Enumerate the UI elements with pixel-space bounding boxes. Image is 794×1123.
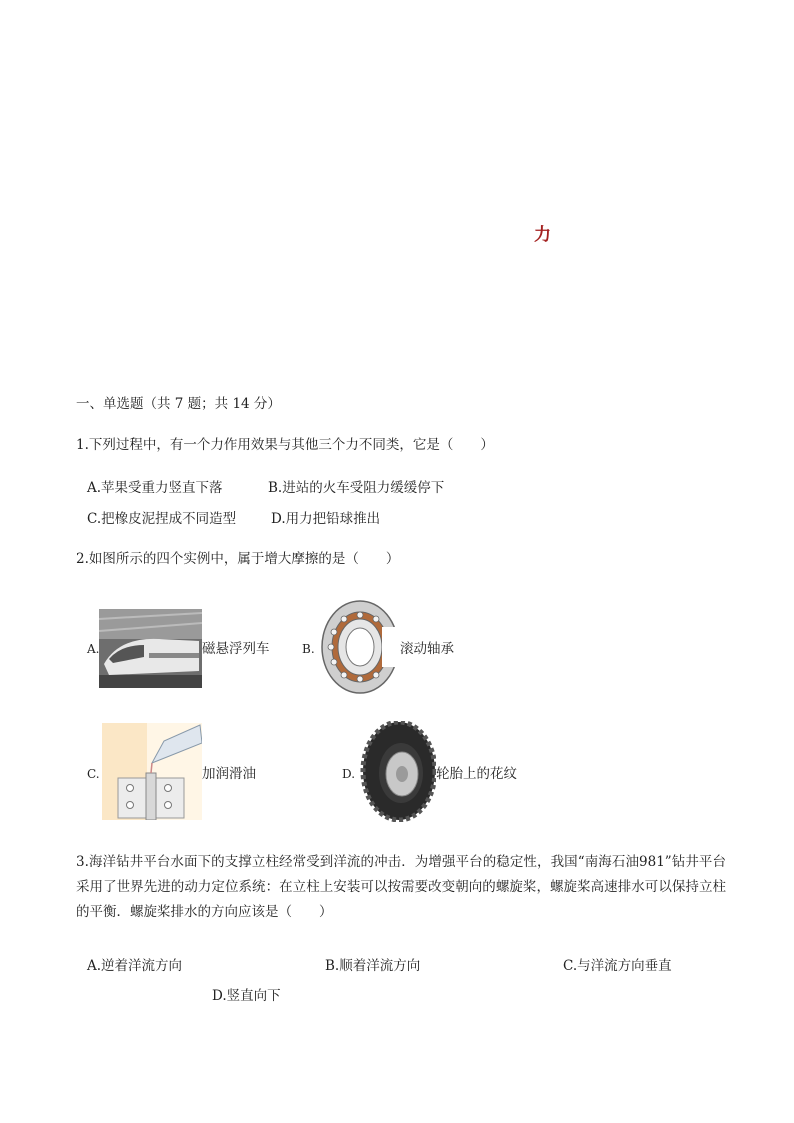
q3-option-b: B.顺着洋流方向	[325, 958, 421, 974]
q2-option-b-letter: B.	[302, 642, 315, 656]
q1-option-b: B.进站的火车受阻力缓缓停下	[268, 480, 445, 496]
q3-stem: 3.海洋钻井平台水面下的支撑立柱经常受到洋流的冲击．为增强平台的稳定性，我国“南海石油981”钻井平台采用了世界先进的动力定位系统：在立柱上安装可以按需要改变朝向的螺旋桨，螺旋桨高速排水可以保持立柱的平衡．螺旋桨排水的方向应该是（ ）	[76, 854, 726, 920]
bearing-image	[318, 597, 400, 697]
section-heading: 一、单选题（共 7 题；共 14 分）	[76, 396, 281, 412]
hinge-oiling-image	[102, 723, 202, 820]
q1-option-c: C.把橡皮泥捏成不同造型	[87, 511, 237, 527]
q2-option-c-text: 加润滑油	[202, 766, 256, 782]
q1-stem: 1.下列过程中，有一个力作用效果与其他三个力不同类，它是（ ）	[76, 437, 494, 453]
q3-option-c: C.与洋流方向垂直	[563, 958, 672, 974]
q3-option-d: D.竖直向下	[212, 988, 281, 1004]
q1-option-a: A.苹果受重力竖直下落	[87, 480, 223, 496]
q2-option-a-text: 磁悬浮列车	[202, 641, 270, 657]
q2-stem: 2.如图所示的四个实例中，属于增大摩擦的是（ ）	[76, 551, 400, 567]
maglev-train-image	[99, 609, 202, 688]
page-title: 力	[534, 225, 551, 245]
q2-option-d-text: 轮胎上的花纹	[436, 766, 517, 782]
q2-option-a-letter: A.	[87, 642, 100, 656]
q3-option-a: A.逆着洋流方向	[87, 958, 183, 974]
q2-option-d-letter: D.	[342, 767, 356, 781]
q2-option-c-letter: C.	[87, 767, 100, 781]
tire-image	[359, 721, 436, 822]
q2-option-b-text: 滚动轴承	[400, 641, 454, 657]
q1-option-d: D.用力把铅球推出	[271, 511, 381, 527]
